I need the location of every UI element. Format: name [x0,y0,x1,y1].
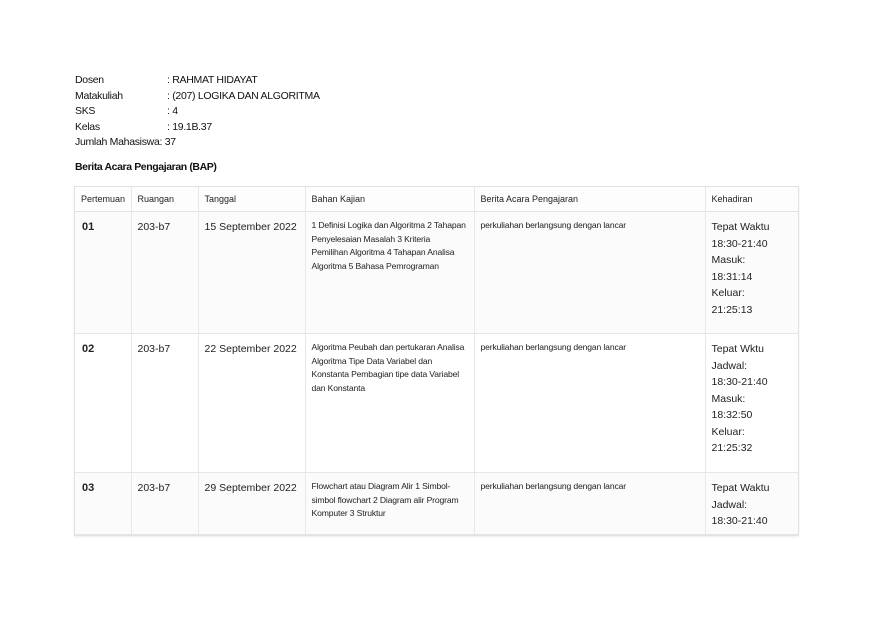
sks-row [75,104,320,120]
matakuliah-row [75,89,320,105]
matakuliah-label: Matakuliah [75,89,123,102]
kehadiran-line: Masuk: [711,254,746,266]
table-row [75,473,798,535]
kehadiran-line: 18:30-21:40 [711,515,768,527]
kehadiran-line: Jadwal: [711,359,748,372]
bap-table [75,187,798,535]
kehadiran-line: Tepat Waktu [711,221,770,233]
cell-ruangan: 203-b7 [131,212,198,334]
kehadiran-line: Keluar: [711,425,745,438]
cell-tanggal: 15 September 2022 [198,212,305,334]
cell-pertemuan: 03 [75,473,131,535]
kehadiran-line: 18:30-21:40 [711,237,768,250]
kehadiran-line: 21:25:32 [711,442,753,454]
jumlah-row [75,135,320,151]
header-bahan-kajian: Bahan Kajian [305,187,474,212]
jumlah-value: : 37 [159,136,176,148]
header-ruangan: Ruangan [131,187,198,212]
cell-tanggal: 29 September 2022 [198,473,305,535]
cell-ruangan: 203-b7 [131,473,198,535]
kelas-value: : 19.1B.37 [167,120,212,133]
kelas-row [75,120,320,136]
kelas-label: Kelas [75,120,100,133]
cell-pertemuan: 02 [75,334,131,473]
cell-bahan-kajian: Flowchart atau Diagram Alir 1 Simbol-simbol flowchart 2 Diagram alir Program Komputer 3 Struktur [305,473,474,535]
kehadiran-line: Jadwal: [711,498,748,511]
lecturer-info [75,73,320,151]
cell-pertemuan: 01 [75,212,131,334]
kehadiran-line: 18:31:14 [711,270,753,283]
dosen-value: : RAHMAT HIDAYAT [167,74,258,86]
cell-ruangan: 203-b7 [131,334,198,473]
kehadiran-line: 18:30-21:40 [711,376,768,388]
kehadiran-line: Keluar: [711,287,745,299]
sks-value: : 4 [167,105,178,117]
header-tanggal: Tanggal [198,187,305,212]
cell-kehadiran [705,334,798,473]
cell-berita-acara: perkuliahan berlangsung dengan lancar [474,334,705,473]
dosen-row [75,73,320,89]
bap-table-container [74,186,799,536]
cell-kehadiran [705,212,798,334]
table-header-row [75,187,798,212]
header-berita-acara: Berita Acara Pengajaran [474,187,705,212]
table-row [75,212,798,334]
section-title: Berita Acara Pengajaran (BAP) [75,161,217,173]
dosen-label: Dosen [75,74,104,86]
cell-kehadiran [705,473,798,535]
cell-bahan-kajian: Algoritma Peubah dan pertukaran Analisa Algoritma Tipe Data Variabel dan Konstanta Pembagian tipe data Variabel dan Konstanta [305,334,474,473]
cell-bahan-kajian: 1 Definisi Logika dan Algoritma 2 Tahapan Penyelesaian Masalah 3 Kriteria Pemilihan Algoritma 4 Tahapan Analisa Algoritma 5 Bahasa Pemrograman [305,212,474,334]
kehadiran-line: 21:25:13 [711,303,753,316]
cell-tanggal: 22 September 2022 [198,334,305,473]
header-kehadiran: Kehadiran [705,187,798,212]
table-row [75,334,798,473]
kehadiran-line: Tepat Wktu [711,343,765,355]
cell-berita-acara: perkuliahan berlangsung dengan lancar [474,473,705,535]
sks-label: SKS [75,105,96,117]
header-pertemuan: Pertemuan [75,187,131,212]
kehadiran-line: Tepat Waktu [711,482,770,494]
kehadiran-line: Masuk: [711,392,746,405]
cell-berita-acara: perkuliahan berlangsung dengan lancar [474,212,705,334]
matakuliah-value: : (207) LOGIKA DAN ALGORITMA [167,89,320,102]
jumlah-label: Jumlah Mahasiswa [75,136,160,148]
kehadiran-line: 18:32:50 [711,409,753,421]
